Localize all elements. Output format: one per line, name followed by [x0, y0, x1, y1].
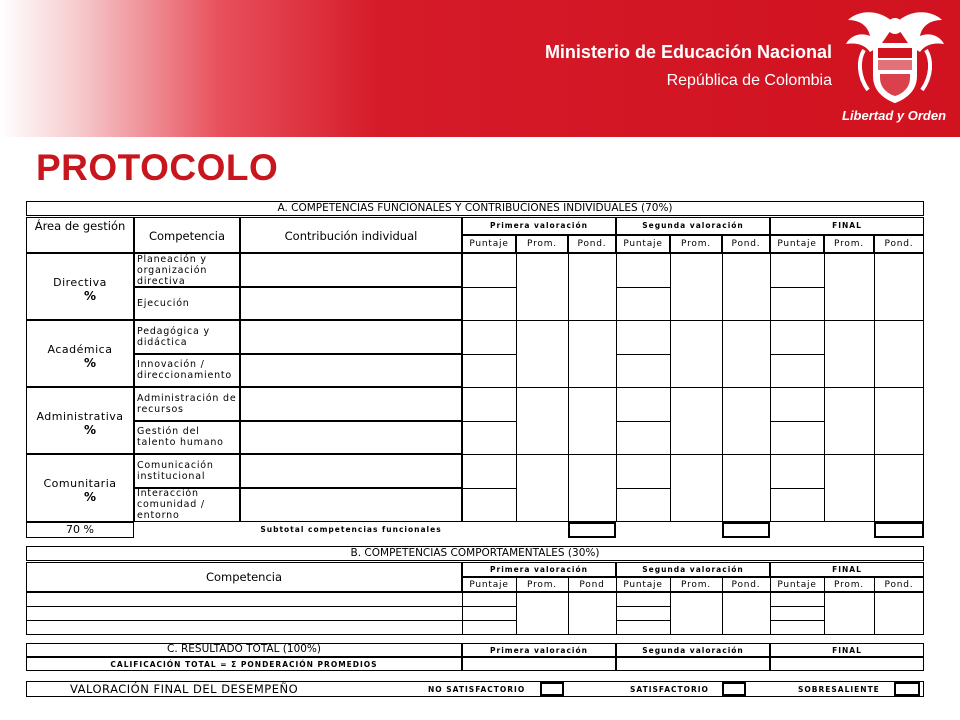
- page-title: PROTOCOLO: [36, 147, 279, 188]
- sub-header: Pond: [579, 580, 605, 590]
- sub-header: Puntaje: [623, 239, 663, 249]
- area-name: Comunitaria: [43, 477, 117, 490]
- contribucion-input[interactable]: [240, 354, 462, 387]
- competencia-label: Pedagógica y didáctica: [137, 326, 210, 348]
- segunda-group-label: Segunda valoración: [642, 565, 744, 574]
- section-c-title: C. RESULTADO TOTAL (100%): [166, 643, 322, 655]
- segunda-group-label: Segunda valoración: [642, 646, 744, 655]
- competencia-label: Comunicación institucional: [137, 460, 214, 482]
- sub-header: Prom.: [681, 239, 711, 249]
- country-name: República de Colombia: [666, 72, 832, 89]
- final-group-label: FINAL: [832, 646, 862, 655]
- competencia-label: Innovación / direccionamiento: [137, 359, 233, 381]
- sub-header: Pond.: [884, 580, 914, 590]
- primera-group-label: Primera valoración: [490, 646, 588, 655]
- sub-header: Prom.: [834, 239, 864, 249]
- contribucion-input[interactable]: [240, 387, 462, 421]
- area-name: Directiva: [53, 276, 107, 289]
- area-percent: %: [83, 289, 97, 303]
- contribucion-input[interactable]: [240, 287, 462, 320]
- sub-header: Puntaje: [469, 580, 509, 590]
- option-satisfactorio-label: SATISFACTORIO: [630, 685, 709, 694]
- section-a-title: A. COMPETENCIAS FUNCIONALES Y CONTRIBUCIONES INDIVIDUALES (70%): [277, 202, 673, 214]
- sub-header: Pond.: [577, 239, 607, 249]
- final-group-label: FINAL: [832, 565, 862, 574]
- contribucion-header: Contribución individual: [284, 229, 418, 243]
- area-percent: %: [83, 490, 97, 504]
- total-segunda-input[interactable]: [616, 657, 770, 671]
- formula-label: CALIFICACIÓN TOTAL = Σ PONDERACIÓN PROMEDIOS: [110, 660, 378, 669]
- sub-header: Pond.: [731, 580, 761, 590]
- competencia-header: Competencia: [148, 229, 226, 243]
- ministry-name: Ministerio de Educación Nacional: [544, 42, 832, 62]
- primera-group-label: Primera valoración: [490, 221, 588, 230]
- subtotal-percent: 70 %: [66, 523, 94, 536]
- segunda-group-label: Segunda valoración: [642, 221, 744, 230]
- option-sobresaliente-checkbox[interactable]: [894, 682, 920, 696]
- final-rating-title: VALORACIÓN FINAL DEL DESEMPEÑO: [70, 682, 299, 696]
- total-final-input[interactable]: [770, 657, 924, 671]
- area-percent: %: [83, 356, 97, 370]
- section-b-body: [26, 592, 924, 635]
- sub-header: Pond.: [884, 239, 914, 249]
- contribucion-input[interactable]: [240, 421, 462, 454]
- subtotal-label: Subtotal competencias funcionales: [260, 525, 442, 534]
- total-primera-input[interactable]: [462, 657, 616, 671]
- contribucion-input[interactable]: [240, 320, 462, 354]
- sub-header: Prom.: [681, 580, 711, 590]
- subtotal-pond-primera[interactable]: [568, 522, 616, 538]
- competencia-label: Ejecución: [137, 298, 190, 309]
- competencia-label: Interacción comunidad / entorno: [137, 488, 205, 521]
- option-satisfactorio-checkbox[interactable]: [722, 682, 746, 696]
- sub-header: Puntaje: [469, 239, 509, 249]
- sub-header: Puntaje: [777, 580, 817, 590]
- area-name: Administrativa: [36, 410, 124, 423]
- subtotal-pond-segunda[interactable]: [722, 522, 770, 538]
- sub-header: Prom.: [527, 239, 557, 249]
- competencia-label: Administración de recursos: [137, 393, 237, 415]
- primera-group-label: Primera valoración: [490, 565, 588, 574]
- contribucion-input[interactable]: [240, 454, 462, 488]
- sub-header: Prom.: [527, 580, 557, 590]
- option-no-satisfactorio-label: NO SATISFACTORIO: [428, 685, 526, 694]
- option-no-satisfactorio-checkbox[interactable]: [540, 682, 564, 696]
- area-name: Académica: [47, 343, 113, 356]
- sub-header: Prom.: [834, 580, 864, 590]
- motto: Libertad y Orden: [842, 108, 947, 123]
- contribucion-input[interactable]: [240, 488, 462, 522]
- final-group-label: FINAL: [832, 221, 862, 230]
- competencia-b-header: Competencia: [205, 570, 283, 584]
- subtotal-pond-final[interactable]: [874, 522, 924, 538]
- sub-header: Puntaje: [777, 239, 817, 249]
- section-b-title: B. COMPETENCIAS COMPORTAMENTALES (30%): [350, 547, 600, 559]
- sub-header: Puntaje: [623, 580, 663, 590]
- competencia-label: Gestión del talento humano: [137, 426, 224, 448]
- area-percent: %: [83, 423, 97, 437]
- sub-header: Pond.: [731, 239, 761, 249]
- contribucion-input[interactable]: [240, 253, 462, 287]
- area-header: Área de gestión: [34, 219, 126, 233]
- option-sobresaliente-label: SOBRESALIENTE: [798, 685, 880, 694]
- competencia-label: Planeación y organización directiva: [137, 254, 208, 287]
